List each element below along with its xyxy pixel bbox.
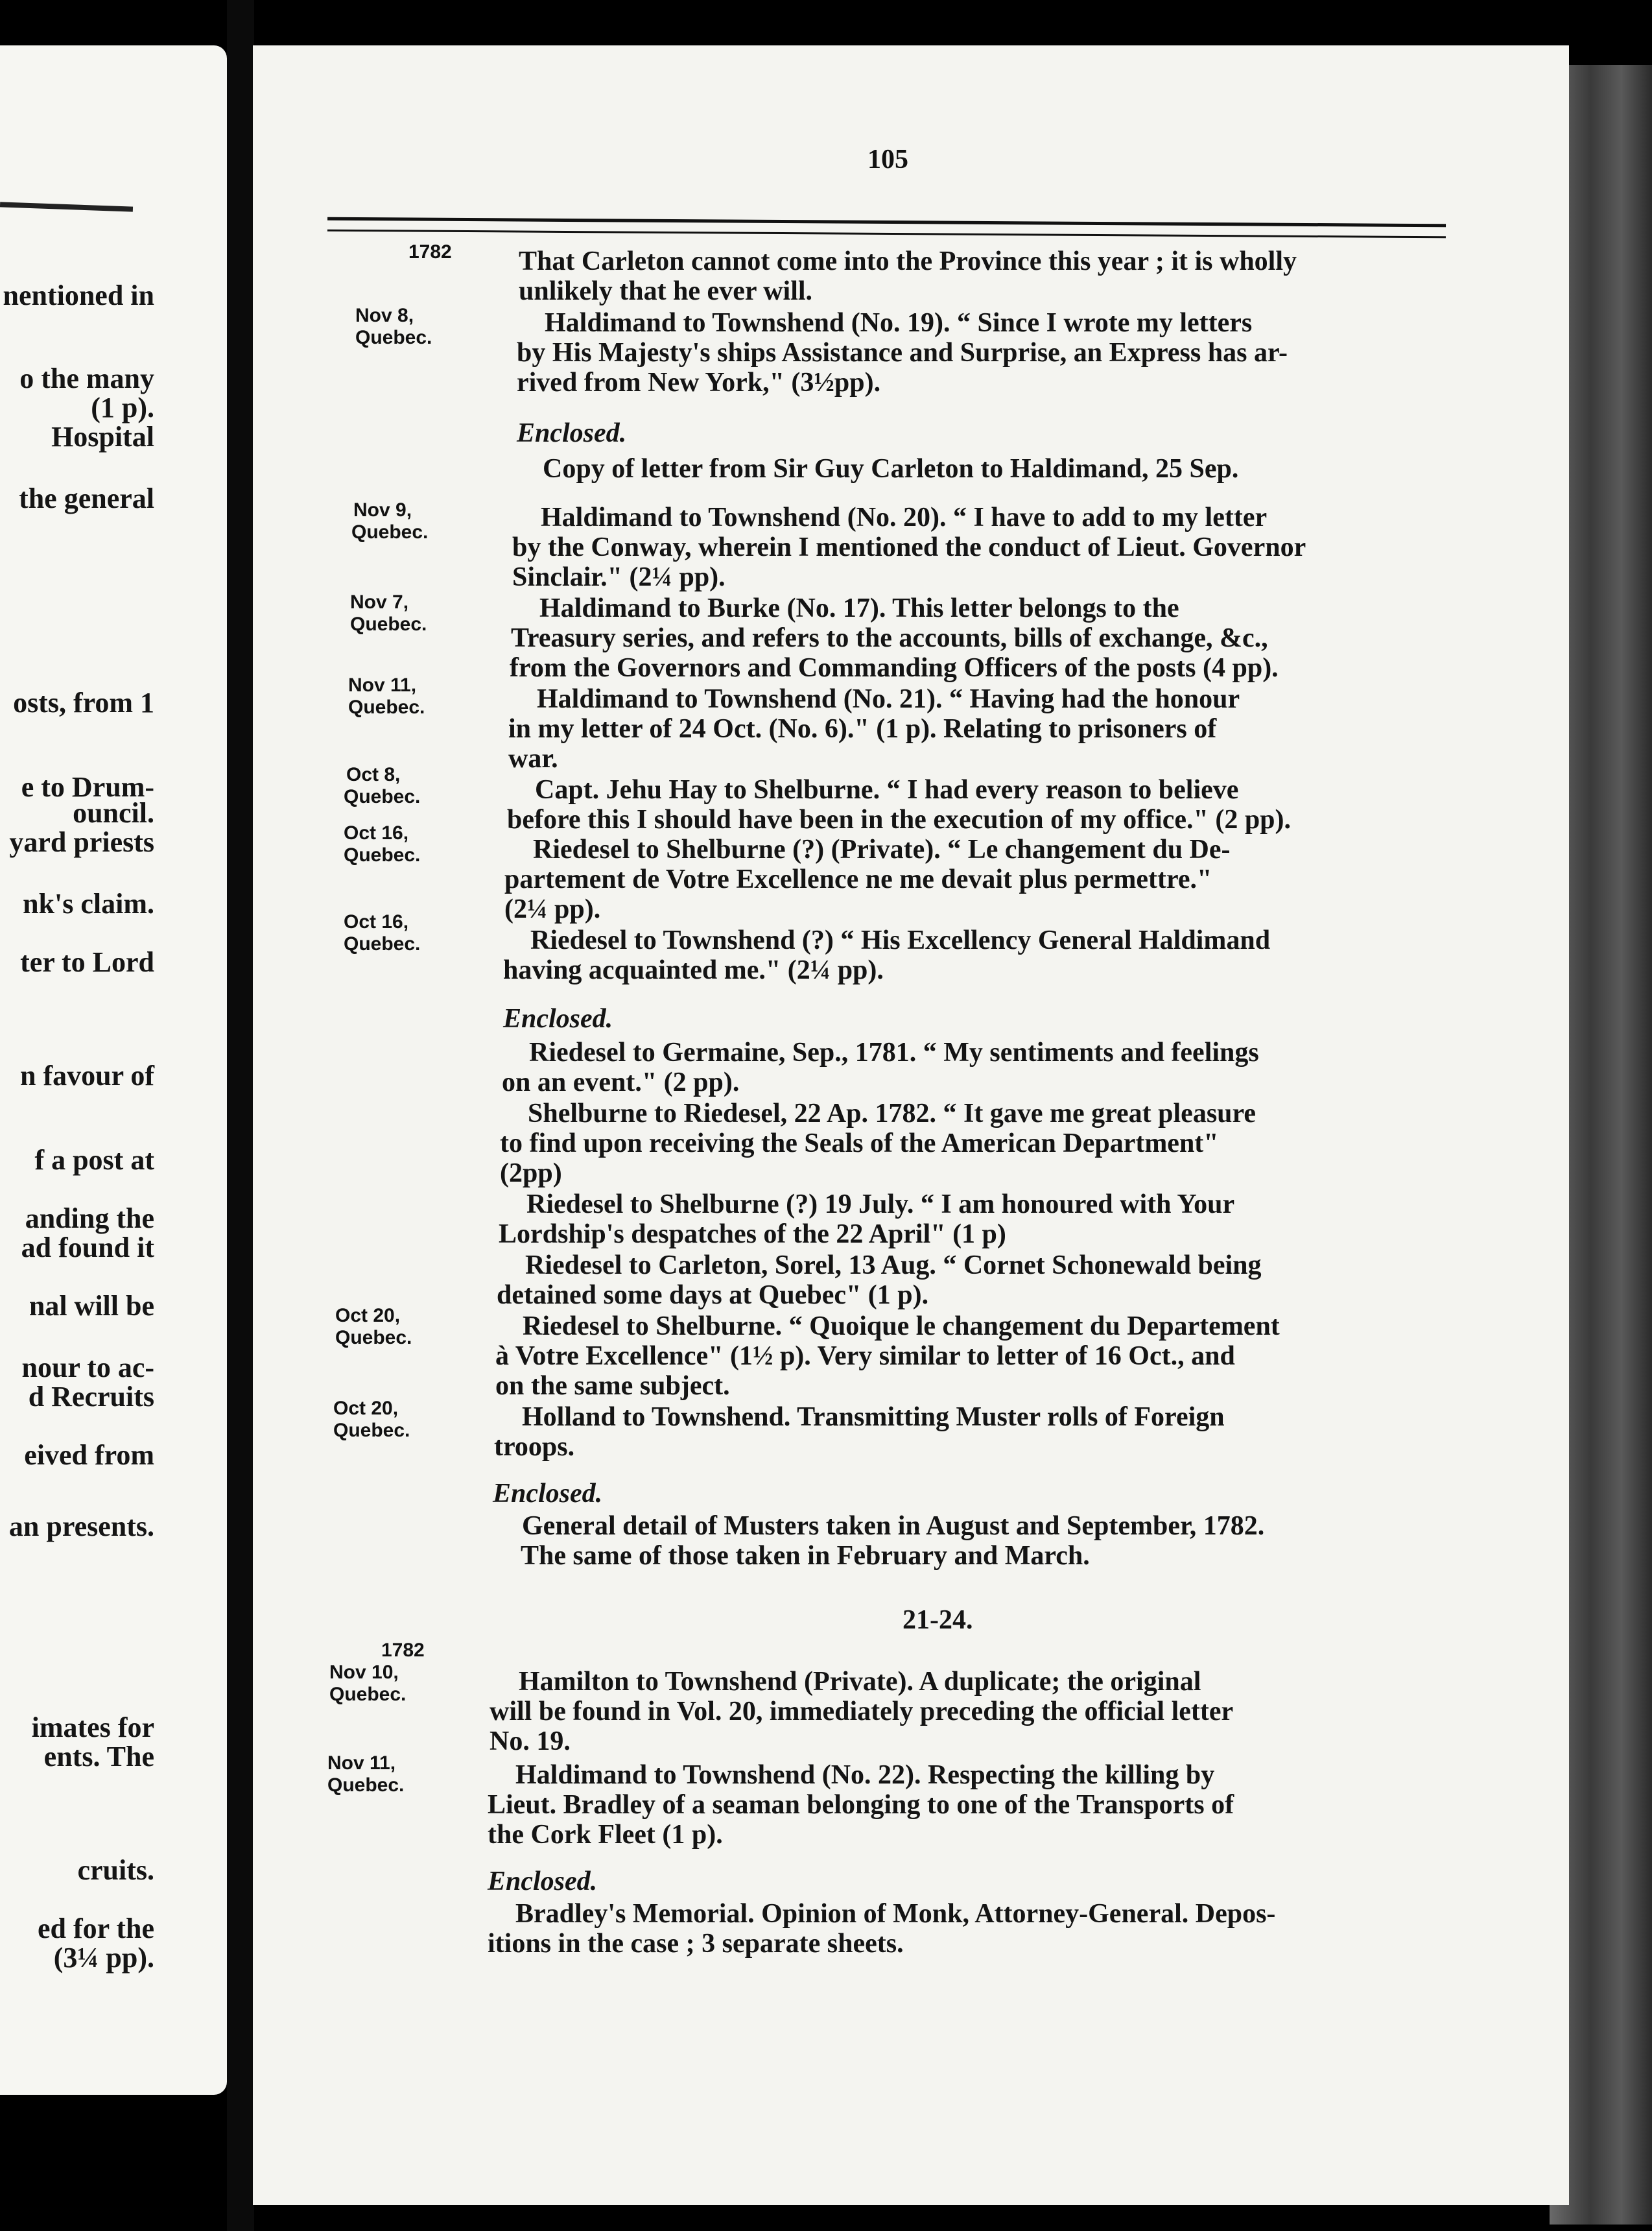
text-line: That Carleton cannot come into the Province this year ; it is wholly bbox=[519, 246, 1297, 276]
facing-line: eived from bbox=[24, 1439, 154, 1471]
facing-line: (3¼ pp). bbox=[53, 1942, 154, 1974]
text-line: Lieut. Bradley of a seaman belonging to one of the Transports of bbox=[488, 1790, 1234, 1820]
text-line: Haldimand to Townshend (No. 22). Respecting the killing by bbox=[515, 1760, 1215, 1790]
text-line: Lordship's despatches of the 22 April" (1 p) bbox=[499, 1219, 1006, 1249]
section-heading: Enclosed. bbox=[517, 418, 627, 448]
date: Oct 16, bbox=[344, 822, 409, 844]
facing-line: nour to ac- bbox=[21, 1352, 154, 1383]
text-line: Bradley's Memorial. Opinion of Monk, Attorney-General. Depos- bbox=[515, 1899, 1276, 1929]
facing-line: ed for the bbox=[37, 1913, 154, 1944]
date-place: Quebec. bbox=[344, 844, 421, 866]
text-line: by His Majesty's ships Assistance and Surprise, an Express has ar- bbox=[517, 338, 1288, 368]
date-place: Quebec. bbox=[327, 1774, 405, 1796]
date-place: Quebec. bbox=[348, 697, 425, 718]
text-line: the Cork Fleet (1 p). bbox=[488, 1820, 723, 1850]
text-line: on the same subject. bbox=[495, 1371, 730, 1401]
date: Oct 20, bbox=[335, 1305, 401, 1326]
text-line: to find upon receiving the Seals of the American Department" bbox=[500, 1128, 1219, 1158]
text-line: The same of those taken in February and March. bbox=[521, 1541, 1090, 1571]
text-line: Copy of letter from Sir Guy Carleton to Haldimand, 25 Sep. bbox=[543, 454, 1239, 484]
facing-line: n favour of bbox=[20, 1060, 154, 1092]
date-place: Quebec. bbox=[344, 933, 421, 955]
page-number: 105 bbox=[867, 145, 908, 174]
text-line: from the Governors and Commanding Officers of the posts (4 pp). bbox=[510, 653, 1279, 683]
text-line: unlikely that he ever will. bbox=[519, 276, 813, 306]
section-heading: Enclosed. bbox=[503, 1004, 613, 1034]
text-line: (2¼ pp). bbox=[504, 894, 601, 924]
date: Nov 10, bbox=[329, 1662, 399, 1683]
text-line: Riedesel to Carleton, Sorel, 13 Aug. “ Cornet Schonewald being bbox=[525, 1250, 1262, 1280]
text-line: by the Conway, wherein I mentioned the conduct of Lieut. Governor bbox=[512, 532, 1306, 562]
text-line: in my letter of 24 Oct. (No. 6)." (1 p). Relating to prisoners of bbox=[508, 714, 1217, 744]
facing-line: nal will be bbox=[29, 1290, 154, 1322]
text-line: partement de Votre Excellence ne me devait plus permettre." bbox=[504, 865, 1212, 894]
date-place: Quebec. bbox=[355, 327, 432, 348]
text-line: No. 19. bbox=[490, 1726, 571, 1756]
section-heading: Enclosed. bbox=[488, 1867, 598, 1896]
text-line: Riedesel to Germaine, Sep., 1781. “ My sentiments and feelings bbox=[529, 1038, 1259, 1068]
text-line: Treasury series, and refers to the accounts, bills of exchange, &c., bbox=[511, 623, 1268, 653]
text-line: Riedesel to Shelburne. “ Quoique le changement du Departement bbox=[523, 1311, 1280, 1341]
volume-range-heading: 21-24. bbox=[903, 1605, 973, 1635]
text-line: Riedesel to Townshend (?) “ His Excellency General Haldimand bbox=[530, 925, 1271, 955]
text-line: Haldimand to Townshend (No. 21). “ Having had the honour bbox=[537, 684, 1240, 714]
date: Oct 20, bbox=[333, 1398, 399, 1419]
text-line: General detail of Musters taken in August and September, 1782. bbox=[522, 1511, 1265, 1541]
text-line: itions in the case ; 3 separate sheets. bbox=[488, 1929, 904, 1959]
facing-line: ouncil. bbox=[73, 797, 154, 829]
date-place: Quebec. bbox=[350, 614, 427, 635]
facing-page-left bbox=[0, 45, 227, 2095]
facing-line: f a post at bbox=[34, 1144, 154, 1176]
text-line: Riedesel to Shelburne (?) 19 July. “ I am honoured with Your bbox=[526, 1189, 1235, 1219]
date-place: Quebec. bbox=[351, 521, 429, 543]
text-line: Capt. Jehu Hay to Shelburne. “ I had every reason to believe bbox=[535, 775, 1239, 805]
date: Oct 16, bbox=[344, 911, 409, 933]
text-line: (2pp) bbox=[500, 1158, 562, 1188]
facing-line: an presents. bbox=[8, 1510, 154, 1542]
text-line: on an event." (2 pp). bbox=[502, 1068, 740, 1097]
facing-line: yard priests bbox=[9, 826, 154, 858]
facing-line: nk's claim. bbox=[23, 888, 154, 920]
text-line: Haldimand to Townshend (No. 19). “ Since I wrote my letters bbox=[545, 308, 1253, 338]
date: Nov 8, bbox=[355, 305, 414, 326]
text-line: Shelburne to Riedesel, 22 Ap. 1782. “ It gave me great pleasure bbox=[528, 1099, 1257, 1128]
date-place: Quebec. bbox=[335, 1327, 412, 1348]
text-line: à Votre Excellence" (1½ p). Very similar to letter of 16 Oct., and bbox=[495, 1341, 1235, 1371]
date: Nov 7, bbox=[350, 591, 409, 613]
date-place: Quebec. bbox=[329, 1684, 407, 1705]
text-line: before this I should have been in the execution of my office." (2 pp). bbox=[507, 805, 1292, 835]
text-line: Hamilton to Townshend (Private). A duplicate; the original bbox=[519, 1667, 1201, 1697]
date: Nov 11, bbox=[348, 674, 417, 696]
date: Oct 8, bbox=[346, 764, 401, 785]
facing-line: d Recruits bbox=[28, 1381, 154, 1413]
text-line: troops. bbox=[494, 1432, 575, 1462]
text-line: rived from New York," (3½pp). bbox=[517, 368, 881, 398]
facing-line: the general bbox=[19, 483, 154, 514]
date-year: 1782 bbox=[381, 1640, 425, 1661]
text-line: detained some days at Quebec" (1 p). bbox=[497, 1280, 929, 1310]
facing-line: o the many bbox=[19, 363, 154, 394]
text-line: having acquainted me." (2¼ pp). bbox=[503, 955, 884, 985]
facing-line: osts, from 1 bbox=[13, 687, 154, 719]
date-place: Quebec. bbox=[344, 786, 421, 807]
facing-line: ter to Lord bbox=[20, 946, 154, 978]
facing-line: imates for bbox=[31, 1712, 154, 1743]
book-gutter bbox=[227, 0, 254, 2231]
facing-line: cruits. bbox=[77, 1854, 154, 1886]
text-line: Haldimand to Townshend (No. 20). “ I have to add to my letter bbox=[541, 503, 1268, 532]
facing-line: anding the bbox=[25, 1202, 154, 1234]
facing-line: (1 p). bbox=[91, 392, 154, 424]
text-line: Holland to Townshend. Transmitting Muster rolls of Foreign bbox=[522, 1402, 1225, 1432]
text-line: will be found in Vol. 20, immediately preceding the official letter bbox=[490, 1697, 1234, 1726]
facing-line: ents. The bbox=[43, 1741, 154, 1772]
facing-line: nentioned in bbox=[3, 280, 154, 311]
text-line: Sinclair." (2¼ pp). bbox=[512, 562, 726, 592]
date: Nov 11, bbox=[327, 1752, 396, 1774]
facing-line: ad found it bbox=[21, 1232, 154, 1263]
date-place: Quebec. bbox=[333, 1420, 410, 1441]
facing-line: Hospital bbox=[51, 421, 154, 453]
date: Nov 9, bbox=[353, 499, 412, 521]
text-line: war. bbox=[508, 744, 558, 774]
section-heading: Enclosed. bbox=[493, 1479, 603, 1509]
facing-page-rule bbox=[0, 202, 133, 211]
date-year: 1782 bbox=[408, 241, 452, 263]
text-line: Haldimand to Burke (No. 17). This letter belongs to the bbox=[539, 593, 1179, 623]
text-line: Riedesel to Shelburne (?) (Private). “ Le changement du De- bbox=[533, 835, 1231, 865]
facing-line: e to Drum- bbox=[21, 771, 154, 803]
